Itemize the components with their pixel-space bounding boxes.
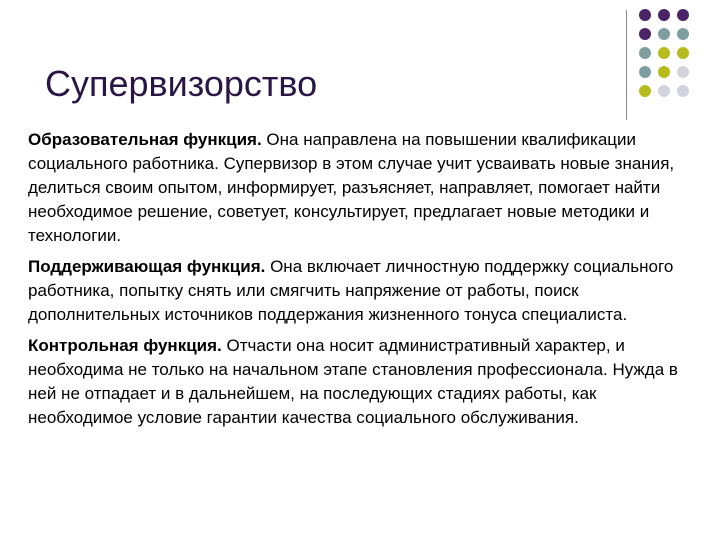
decorative-dot (677, 47, 689, 59)
decorative-dot (639, 47, 651, 59)
decorative-divider (626, 10, 627, 120)
decorative-dot (677, 28, 689, 40)
decorative-dot (658, 85, 670, 97)
paragraph-supportive-function (28, 255, 698, 327)
decorative-dot (658, 28, 670, 40)
decorative-dot (658, 66, 670, 78)
decorative-dot-grid (639, 9, 709, 109)
decorative-dot (658, 9, 670, 21)
decorative-dot (639, 9, 651, 21)
decorative-dot (677, 9, 689, 21)
decorative-dot (639, 66, 651, 78)
paragraph-title: Поддерживающая функция. (28, 257, 266, 276)
decorative-dot (658, 47, 670, 59)
slide-body (28, 128, 698, 437)
paragraph-text: Отчасти она носит административный характер, и необходима не только на начальном этапе становления профессионала. Нужда в ней не отпадает и в дальнейшем, на последующих стадиях работы, как необходимое условие гарантии качества социального обслуживания. (28, 336, 678, 427)
paragraph-educational-function (28, 128, 698, 248)
decorative-dot (639, 85, 651, 97)
paragraph-title: Образовательная функция. (28, 130, 262, 149)
decorative-dot (639, 28, 651, 40)
decorative-dot (677, 66, 689, 78)
paragraph-text: Она направлена на повышении квалификации социального работника. Супервизор в этом случае учит усваивать новые знания, делиться своим опытом, информирует, разъясняет, направляет, помогает найти необходимое решение, советует, консультирует, предлагает новые методики и технологии. (28, 130, 675, 245)
paragraph-text: Она включает личностную поддержку социального работника, попытку снять или смягчить напряжение от работы, поиск дополнительных источников поддержания жизненного тонуса специалиста. (28, 257, 674, 324)
paragraph-control-function (28, 334, 698, 430)
paragraph-title: Контрольная функция. (28, 336, 222, 355)
decorative-dot (677, 85, 689, 97)
slide-title: Супервизорство (45, 63, 318, 104)
